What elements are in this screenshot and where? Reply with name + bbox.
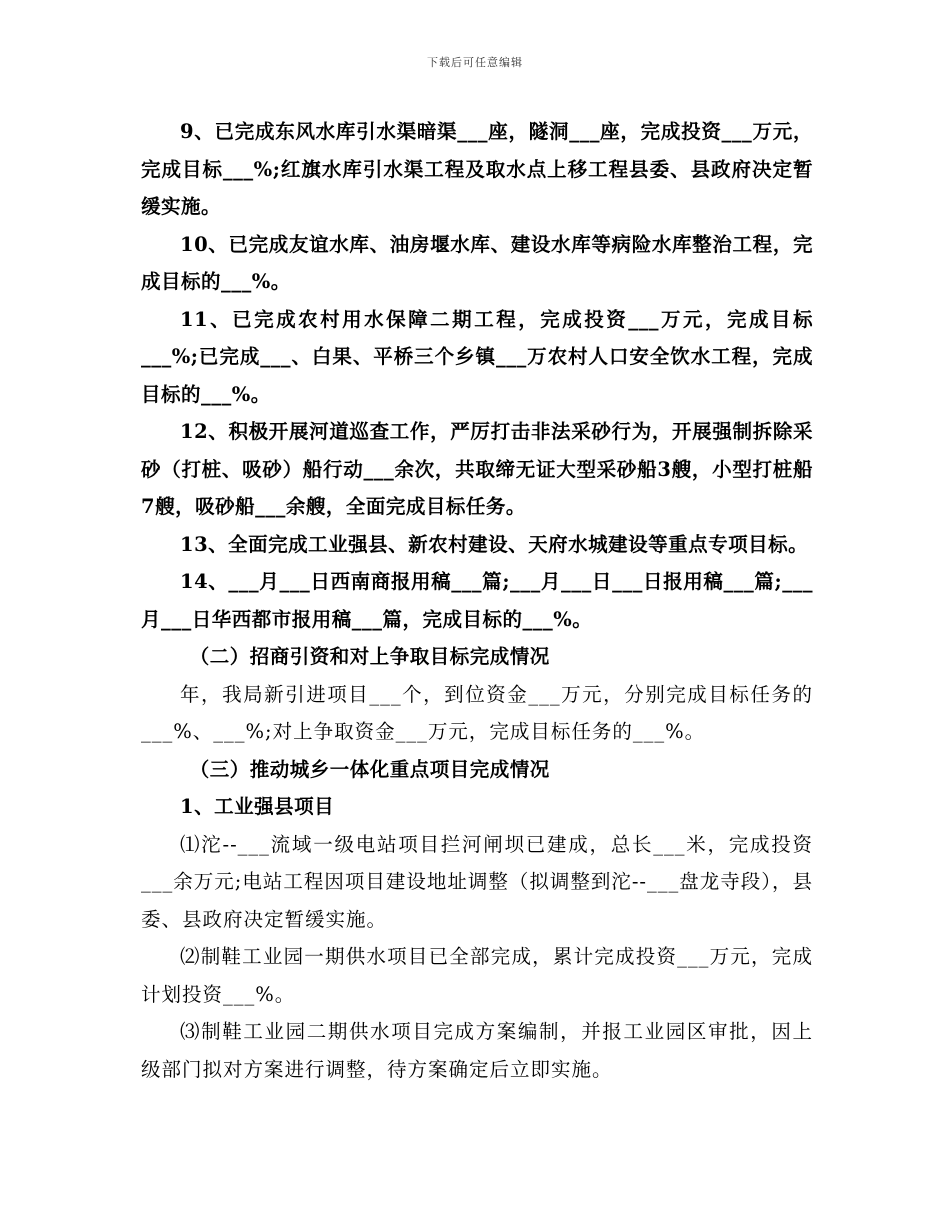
section-heading-urban-rural: （三）推动城乡一体化重点项目完成情况 bbox=[189, 757, 550, 781]
document-body bbox=[141, 113, 813, 1088]
paragraph-item-10: 10、已完成友谊水库、油房堰水库、建设水库等病险水库整治工程，完成目标的___%。 bbox=[141, 232, 813, 293]
paragraph-hydropower: ⑴沱--___流域一级电站项目拦河闸坝已建成，总长___米，完成投资___余万元;电站工程因项目建设地址调整（拟调整到沱--___盘龙寺段），县委、县政府决定暂缓实施。 bbox=[141, 832, 813, 931]
paragraph-shoe-park-phase2: ⑶制鞋工业园二期供水项目完成方案编制，并报工业园区审批，因上级部门拟对方案进行调整，待方案确定后立即实施。 bbox=[141, 1020, 813, 1081]
page-header: 下载后可任意编辑 bbox=[427, 56, 523, 69]
paragraph-item-14: 14、___月___日西南商报用稿___篇;___月___日___日报用稿___篇;___月___日华西都市报用稿___篇，完成目标的___%。 bbox=[141, 570, 813, 631]
paragraph-shoe-park-phase1: ⑵制鞋工业园一期供水项目已全部完成，累计完成投资___万元，完成计划投资___%。 bbox=[141, 945, 813, 1006]
paragraph-item-9: 9、已完成东风水库引水渠暗渠___座，隧洞___座，完成投资___万元，完成目标___%;红旗水库引水渠工程及取水点上移工程县委、县政府决定暂缓实施。 bbox=[141, 120, 813, 218]
section-heading-investment: （二）招商引资和对上争取目标完成情况 bbox=[189, 645, 550, 668]
paragraph-item-12: 12、积极开展河道巡查工作，严厉打击非法采砂行为，开展强制拆除采砂（打桩、吸砂）船行动___余次，共取缔无证大型采砂船3艘，小型打桩船7艘，吸砂船___余艘，全面完成目标任务。 bbox=[141, 420, 813, 518]
paragraph-item-11: 11、已完成农村用水保障二期工程，完成投资___万元，完成目标___%;已完成___、白果、平桥三个乡镇___万农村人口安全饮水工程，完成目标的___%。 bbox=[141, 307, 813, 406]
paragraph-investment: 年，我局新引进项目___个，到位资金___万元，分别完成目标任务的___%、___%;对上争取资金___万元，完成目标任务的___%。 bbox=[141, 682, 813, 743]
subheading-industry: 1、工业强县项目 bbox=[180, 795, 335, 818]
paragraph-item-13: 13、全面完成工业强县、新农村建设、天府水城建设等重点专项目标。 bbox=[180, 532, 809, 556]
